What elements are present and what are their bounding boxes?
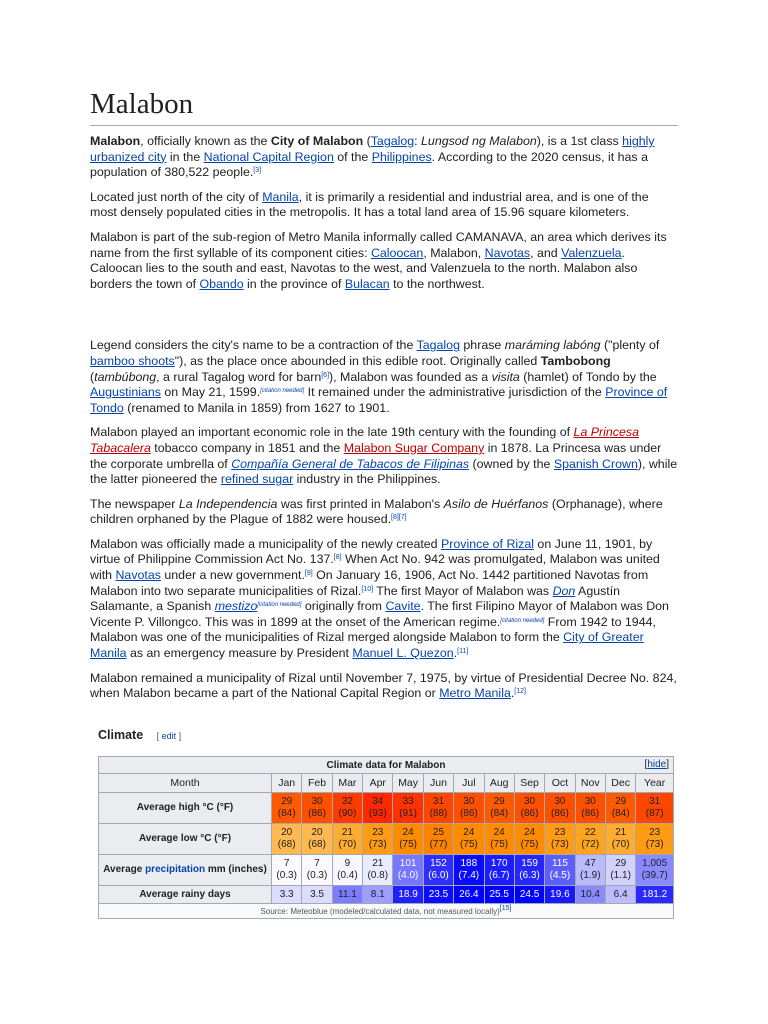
table-cell: [575, 824, 605, 855]
link-obando[interactable]: Obando: [199, 276, 244, 291]
cell-value: 101: [399, 858, 417, 869]
table-cell: [484, 824, 514, 855]
month-header: Sep: [514, 774, 544, 793]
month-header: Jul: [454, 774, 484, 793]
table-cell: [423, 886, 453, 904]
month-header: Dec: [605, 774, 635, 793]
cell-subvalue: (0.3): [306, 870, 328, 881]
table-cell: [302, 886, 332, 904]
citation[interactable]: [8]: [333, 554, 342, 562]
cell-value: 25.5: [489, 889, 509, 900]
cell-subvalue: (1.1): [610, 870, 631, 881]
table-cell: [605, 855, 635, 886]
paragraph: Malabon was officially made a municipality of the newly created Province of Rizal on June 11, 1901, by virtue of Philippine Commission Act No. 137.[8] When Act No. 942 was promulgated, Malabon was united with Navotas under a new government.[9] On January 16, 1906, Act No. 1442 partitioned Navotas from Malabon into two separate municipalities of Rizal.[10] The first Mayor of Malabon was Don Agustín Salamante, a Spanish mestizo[citation needed] originally from Cavite. The first Filipino Mayor of Malabon was Don Vicente P. Villongco. This was in 1899 at the onset of the American regime.[citation needed] From 1942 to 1944, Malabon was one of the municipalities of Rizal merged alongside Malabon to form the City of Greater Manila as an emergency measure by President Manuel L. Quezon.[11]: [90, 536, 669, 661]
citation[interactable]: [11]: [457, 648, 469, 656]
month-header: Oct: [545, 774, 575, 793]
month-header: Nov: [575, 774, 605, 793]
cell-subvalue: (75): [490, 839, 509, 850]
cell-subvalue: (90): [338, 808, 357, 819]
cell-subvalue: (86): [520, 808, 539, 819]
cell-subvalue: (84): [277, 808, 296, 819]
table-cell: [393, 793, 423, 824]
cell-value: 30: [463, 796, 475, 807]
month-header-label: Month: [99, 774, 272, 793]
cell-value: 159: [521, 858, 538, 869]
table-cell: [605, 886, 635, 904]
cell-subvalue: (70): [338, 839, 357, 850]
table-cell: [302, 824, 332, 855]
cell-value: 31: [432, 796, 445, 807]
table-cell: [423, 824, 453, 855]
cell-subvalue: (75): [399, 839, 418, 850]
cell-value: 24: [493, 827, 505, 838]
cell-value: 20: [281, 827, 293, 838]
row-header: Average rainy days: [99, 886, 272, 904]
table-caption-text: Climate data for Malabon: [326, 759, 446, 771]
cell-value: 181.2: [642, 889, 668, 900]
table-cell: [393, 855, 423, 886]
month-header: Mar: [332, 774, 362, 793]
link-city-of-greater-manila[interactable]: City of Greater Manila: [90, 630, 644, 661]
link-tagalog[interactable]: Tagalog: [416, 338, 460, 353]
cell-subvalue: (75): [520, 839, 539, 850]
month-header: Year: [636, 774, 674, 793]
link-navotas[interactable]: Navotas: [115, 568, 161, 583]
cell-subvalue: (4.5): [549, 870, 571, 881]
table-cell: [514, 824, 544, 855]
table-caption: [99, 757, 674, 774]
table-caption-row: [99, 757, 674, 774]
link-metro-manila[interactable]: Metro Manila: [439, 686, 511, 701]
source-note: (modeled/calculated data, not measured locally): [329, 906, 500, 916]
table-cell: [605, 824, 635, 855]
table-cell: [393, 824, 423, 855]
citation-needed[interactable]: [citation needed]: [260, 388, 305, 395]
cell-value: 10.4: [580, 889, 600, 900]
cell-subvalue: (91): [399, 808, 418, 819]
paragraph: Malabon is part of the sub-region of Metro Manila informally called CAMANAVA, an area which derives its name from the first syllable of its component cities: Caloocan, Malabon, Navotas, and Valenzuela. Caloocan lies to the south and east, Navotas to the west, and Valenzuela to the north. Malabon also borders the town of Obando in the province of Bulacan to the northwest.: [90, 229, 667, 291]
climate-heading-text: Climate: [98, 728, 144, 742]
cell-subvalue: (6.0): [428, 870, 449, 881]
paragraph: Malabon remained a municipality of Rizal until November 7, 1975, by virtue of Presidential Decree No. 824, when Malabon became a part of the National Capital Region or Metro Manila.[12]: [90, 670, 677, 701]
cell-value: 30: [554, 796, 566, 807]
cell-value: 22: [584, 827, 596, 838]
cell-value: 30: [523, 796, 536, 807]
cell-subvalue: (86): [551, 808, 569, 819]
cell-value: 3.3: [279, 889, 294, 900]
cell-subvalue: (84): [611, 808, 630, 819]
cell-subvalue: (84): [490, 808, 509, 819]
month-header: Feb: [302, 774, 332, 793]
table-row: [99, 793, 674, 824]
article-body: [90, 134, 678, 711]
link-highly-urbanized-city[interactable]: highly urbanized city: [90, 134, 655, 164]
cell-subvalue: (86): [308, 808, 326, 819]
cell-value: 23: [649, 827, 661, 838]
table-cell: [545, 886, 575, 904]
table-cell: [545, 855, 575, 886]
cell-value: 33: [402, 796, 414, 807]
cell-value: 21: [341, 827, 353, 838]
cell-value: 23: [372, 827, 384, 838]
cell-value: 20: [311, 827, 323, 838]
cell-value: 21: [615, 827, 627, 838]
paragraph: Malabon played an important economic role in the late 19th century with the founding of La Princesa Tabacalera tobacco company in 1851 and the Malabon Sugar Company in 1878. La Princesa was under the corporate umbrella of Compañía General de Tabacos de Filipinas (owned by the Spanish Crown), while the latter pioneered the refined sugar industry in the Philippines.: [90, 425, 678, 487]
link-refined-sugar[interactable]: refined sugar: [220, 472, 294, 487]
cell-subvalue: (75): [459, 839, 478, 850]
table-row: [99, 824, 674, 855]
cell-value: 3.5: [310, 889, 324, 900]
climate-section-heading: [98, 728, 181, 742]
cell-value: 11.1: [338, 889, 357, 900]
link-valenzuela[interactable]: Valenzuela: [561, 245, 622, 260]
cell-subvalue: (0.8): [367, 870, 389, 881]
table-cell: [636, 886, 674, 904]
table-cell: [363, 793, 393, 824]
cell-value: 188: [460, 858, 478, 869]
cell-subvalue: (77): [429, 839, 448, 850]
cell-value: 26.4: [459, 889, 479, 900]
cell-subvalue: (88): [429, 808, 448, 819]
cell-subvalue: (70): [611, 839, 630, 850]
cell-value: 24: [463, 827, 475, 838]
link-malabon-sugar-company[interactable]: Malabon Sugar Company: [343, 440, 485, 455]
table-cell: [454, 855, 484, 886]
cell-value: 170: [490, 858, 508, 869]
month-header-row: [99, 774, 674, 793]
cell-value: 32: [341, 796, 353, 807]
link-national-capital-region[interactable]: National Capital Region: [203, 149, 334, 164]
cell-subvalue: (7.4): [458, 870, 480, 881]
hide-toggle[interactable]: [hide]: [644, 759, 669, 770]
cell-subvalue: (6.7): [488, 870, 510, 881]
cell-subvalue: (93): [368, 808, 387, 819]
cell-value: 115: [551, 858, 568, 869]
table-cell: [484, 886, 514, 904]
climate-table-body: [99, 793, 674, 904]
citation[interactable]: [9]: [304, 570, 313, 578]
paragraph: Malabon, officially known as the City of Malabon (Tagalog: Lungsod ng Malabon), is a 1st class highly urbanized city in the National Capital Region of the Philippines. According to the 2020 census, it has a population of 380,522 people.[3]: [90, 134, 655, 180]
cell-value: 29: [615, 858, 627, 869]
table-cell: [393, 886, 423, 904]
cell-value: 9: [344, 858, 351, 869]
cell-subvalue: (4.0): [397, 870, 419, 881]
cell-value: 31: [649, 796, 661, 807]
table-cell: [484, 855, 514, 886]
cell-value: 34: [372, 796, 384, 807]
citation[interactable]: [15]: [499, 904, 512, 912]
citation[interactable]: [10]: [361, 585, 374, 593]
link-mestizo[interactable]: mestizo: [214, 599, 258, 614]
section-gap: [90, 301, 678, 338]
source-row: [99, 904, 674, 919]
cell-value: 30: [584, 796, 596, 807]
cell-value: 30: [311, 796, 323, 807]
link-precipitation[interactable]: precipitation: [145, 864, 206, 875]
table-cell: [636, 855, 674, 886]
cell-subvalue: (86): [459, 808, 478, 819]
cell-value: 24: [523, 827, 536, 838]
cell-value: 25: [432, 827, 445, 838]
month-header: Aug: [484, 774, 514, 793]
cell-value: 19.6: [550, 889, 570, 900]
table-cell: [454, 824, 484, 855]
cell-subvalue: (0.3): [276, 870, 297, 881]
link-manila[interactable]: Manila: [262, 189, 299, 204]
cell-subvalue: (72): [581, 839, 600, 850]
table-row: [99, 886, 674, 904]
link-bulacan[interactable]: Bulacan: [344, 276, 390, 291]
table-cell: [514, 855, 544, 886]
table-cell: [636, 824, 674, 855]
link-tagalog[interactable]: Tagalog: [370, 134, 415, 148]
table-cell: [272, 824, 302, 855]
cell-subvalue: (0.4): [337, 870, 358, 881]
link-manuel-l-quezon[interactable]: Manuel L. Quezon: [352, 646, 454, 661]
cell-value: 21: [372, 858, 384, 869]
link-caloocan[interactable]: Caloocan: [370, 245, 424, 260]
cell-value: 24: [402, 827, 414, 838]
table-cell: [545, 824, 575, 855]
cell-value: 152: [430, 858, 447, 869]
table-cell: [363, 824, 393, 855]
month-header: Apr: [363, 774, 393, 793]
page-title: Malabon: [90, 88, 194, 120]
table-cell: [332, 793, 362, 824]
row-header: [99, 855, 272, 886]
link-cavite[interactable]: Cavite: [385, 599, 421, 614]
table-cell: [272, 793, 302, 824]
paragraph: The newspaper La Independencia was first printed in Malabon's Asilo de Huérfanos (Orphanage), where children orphaned by the Plague of 1882 were housed.[8][7]: [90, 496, 663, 527]
table-cell: [423, 793, 453, 824]
citation[interactable]: [8][7]: [391, 514, 407, 522]
cell-value: 23.5: [428, 889, 449, 900]
table-cell: [363, 886, 393, 904]
table-cell: [332, 855, 362, 886]
cell-subvalue: (86): [581, 808, 600, 819]
row-header: Average high °C (°F): [99, 793, 272, 824]
table-cell: [302, 855, 332, 886]
cell-value: 1,005: [642, 858, 668, 869]
cell-value: 18.9: [398, 889, 418, 900]
link-la-princesa-tabacalera[interactable]: La Princesa Tabacalera: [90, 425, 639, 455]
table-cell: [575, 886, 605, 904]
month-header: Jan: [272, 774, 302, 793]
hide-link[interactable]: hide: [647, 759, 667, 770]
cell-value: 6.4: [613, 889, 628, 900]
paragraph: Located just north of the city of Manila, it is primarily a residential and industrial area, and is one of the most densely populated cities in the metropolis. It has a total land area of 15.96 square kilometers.: [90, 189, 649, 220]
link-augustinians[interactable]: Augustinians: [90, 385, 161, 400]
link-province-of-rizal[interactable]: Province of Rizal: [441, 536, 534, 551]
cell-subvalue: (1.9): [579, 870, 601, 881]
month-header: Jun: [423, 774, 453, 793]
link-province-of-tondo[interactable]: Province of Tondo: [90, 385, 668, 415]
row-header-text: mm (inches): [205, 864, 267, 875]
link-spanish-crown[interactable]: Spanish Crown: [553, 456, 638, 471]
citation[interactable]: [12]: [514, 688, 526, 696]
table-row: [99, 855, 674, 886]
row-header: Average low °C (°F): [99, 824, 272, 855]
cell-subvalue: (73): [645, 839, 664, 850]
citation-needed[interactable]: [citation needed]: [257, 602, 302, 609]
table-cell: [272, 855, 302, 886]
table-cell: [484, 793, 514, 824]
table-cell: [514, 793, 544, 824]
link-don[interactable]: Don: [552, 583, 576, 598]
edit-link[interactable]: edit: [161, 731, 177, 741]
cell-subvalue: (68): [308, 839, 326, 850]
table-cell: [454, 793, 484, 824]
table-cell: [454, 886, 484, 904]
table-cell: [332, 886, 362, 904]
table-cell: [575, 855, 605, 886]
table-cell: [545, 793, 575, 824]
link-bamboo-shoots[interactable]: bamboo shoots: [90, 353, 175, 368]
link-philippines[interactable]: Philippines: [371, 149, 432, 164]
table-cell: [575, 793, 605, 824]
table-cell: [636, 793, 674, 824]
title-divider: [90, 125, 678, 126]
cell-subvalue: (87): [645, 808, 664, 819]
cell-subvalue: (39.7): [641, 870, 668, 881]
citation-needed[interactable]: [citation needed]: [500, 617, 545, 624]
cell-value: 29: [615, 796, 627, 807]
cell-subvalue: (68): [277, 839, 296, 850]
climate-table: [98, 756, 674, 919]
cell-value: 7: [314, 858, 320, 869]
cell-subvalue: (6.3): [519, 870, 540, 881]
link-compania-general[interactable]: Compañía General de Tabacos de Filipinas: [231, 456, 470, 471]
table-cell: [332, 824, 362, 855]
paragraph: Legend considers the city's name to be a contraction of the Tagalog phrase maráming labóng ("plenty of bamboo shoots"), as the place once abounded in this edible root. Originally called Tambobong (tambúbong, a rural Tagalog word for barn[6]), Malabon was founded as a visita (hamlet) of Tondo by the Augustinians on May 21, 1599.[citation needed] It remained under the administrative jurisdiction of the Province of Tondo (renamed to Manila in 1859) from 1627 to 1901.: [90, 338, 668, 415]
table-cell: [363, 855, 393, 886]
cell-value: 47: [584, 858, 596, 869]
cell-subvalue: (73): [551, 839, 569, 850]
table-cell: [302, 793, 332, 824]
cell-value: 29: [493, 796, 505, 807]
cell-value: 7: [283, 858, 290, 869]
table-cell: [272, 886, 302, 904]
citation[interactable]: [6]: [321, 371, 330, 379]
cell-subvalue: (73): [368, 839, 387, 850]
cell-value: 29: [281, 796, 293, 807]
cell-value: 23: [554, 827, 566, 838]
citation[interactable]: [3]: [253, 167, 262, 175]
table-cell: [514, 886, 544, 904]
cell-value: 24.5: [519, 889, 540, 900]
source-text: Source: Meteoblue: [260, 906, 330, 916]
source-cell: [99, 904, 674, 919]
row-header-text: Average: [103, 864, 146, 875]
link-navotas[interactable]: Navotas: [484, 245, 531, 260]
table-cell: [423, 855, 453, 886]
cell-value: 8.1: [370, 889, 385, 900]
month-header: May: [393, 774, 423, 793]
edit-section: [ edit ]: [156, 731, 182, 741]
table-cell: [605, 793, 635, 824]
